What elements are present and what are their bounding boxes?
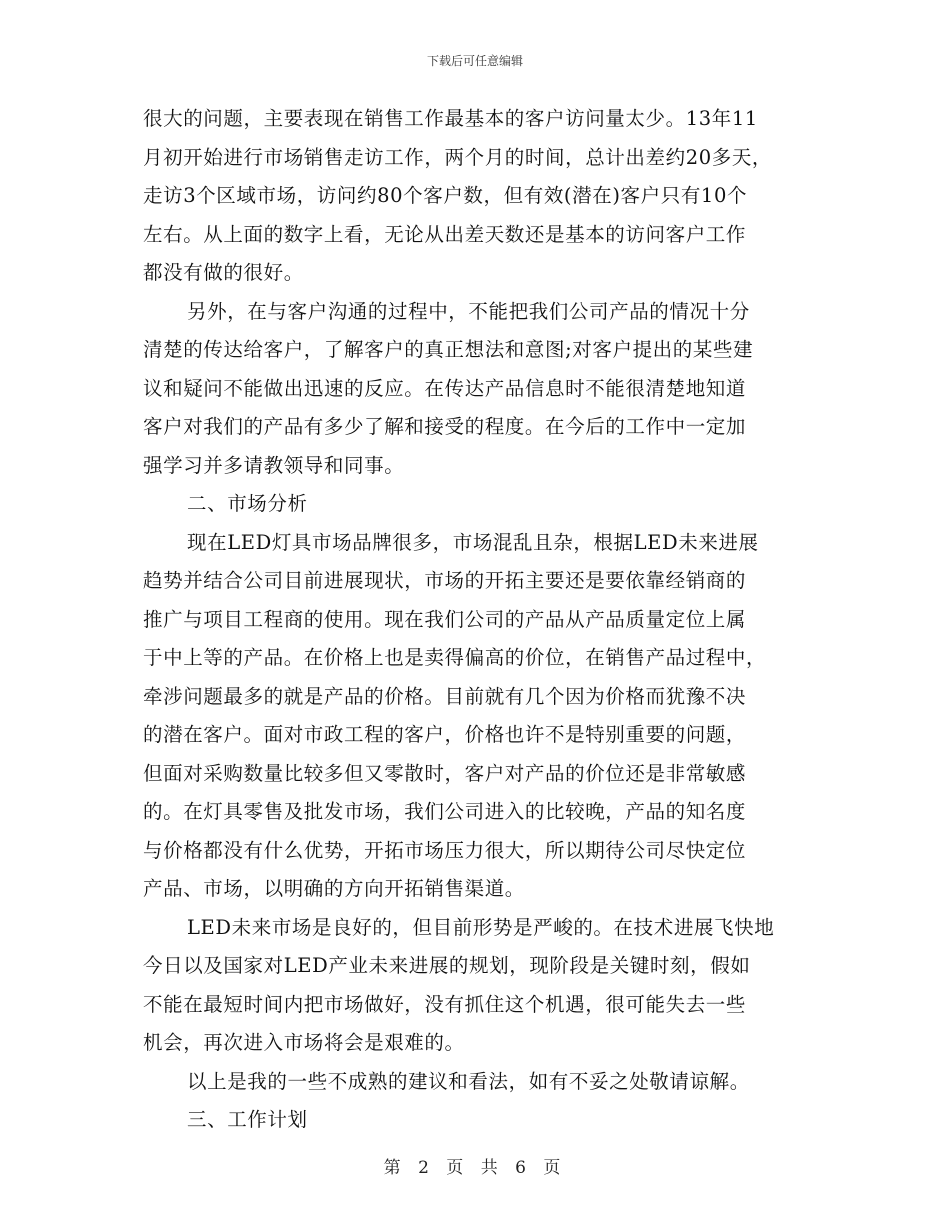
text-line: 产品、市场，以明确的方向开拓销售渠道。 bbox=[143, 877, 525, 900]
text-line: 走访3个区域市场，访问约80个客户数，但有效(潜在)客户只有10个 bbox=[143, 184, 748, 207]
text-line: 以上是我的一些不成熟的建议和看法，如有不妥之处敬请谅解。 bbox=[187, 1069, 750, 1093]
text-line: 月初开始进行市场销售走访工作，两个月的时间，总计出差约20多天， bbox=[143, 145, 773, 169]
text-line: 的潜在客户。面对市政工程的客户，价格也许不是特别重要的问题， bbox=[143, 723, 747, 746]
text-line: LED未来市场是良好的，但目前形势是严峻的。在技术进展飞快地 bbox=[187, 915, 775, 939]
text-line: 客户对我们的产品有多少了解和接受的程度。在今后的工作中一定加 bbox=[143, 415, 747, 438]
text-line: 不能在最短时间内把市场做好，没有抓住这个机遇，很可能失去一些 bbox=[143, 992, 747, 1016]
text-line: 今日以及国家对LED产业未来进展的规划，现阶段是关键时刻，假如 bbox=[143, 954, 751, 977]
paragraph bbox=[143, 909, 815, 1063]
paragraph bbox=[143, 100, 815, 293]
text-line: 强学习并多请教领导和同事。 bbox=[143, 453, 405, 477]
text-line: 趋势并结合公司目前进展现状，市场的开拓主要还是要依靠经销商的 bbox=[143, 569, 747, 592]
text-line: 清楚的传达给客户，了解客户的真正想法和意图;对客户提出的某些建 bbox=[143, 338, 754, 361]
text-line: 但面对采购数量比较多但又零散时，客户对产品的价位还是非常敏感 bbox=[143, 761, 747, 785]
text-line: 议和疑问不能做出迅速的反应。在传达产品信息时不能很清楚地知道 bbox=[143, 376, 747, 400]
text-line: 机会，再次进入市场将会是艰难的。 bbox=[143, 1031, 465, 1054]
text-line: 很大的问题，主要表现在销售工作最基本的客户访问量太少。13年11 bbox=[143, 107, 758, 130]
text-line: 另外，在与客户沟通的过程中，不能把我们公司产品的情况十分 bbox=[187, 299, 750, 323]
paragraph bbox=[143, 293, 815, 486]
section-heading bbox=[143, 1101, 815, 1140]
text-line: 牵涉问题最多的就是产品的价格。目前就有几个因为价格而犹豫不决 bbox=[143, 684, 747, 708]
text-line: 推广与项目工程商的使用。现在我们公司的产品从产品质量定位上属 bbox=[143, 607, 747, 631]
text-line: 于中上等的产品。在价格上也是卖得偏高的价位，在销售产品过程中， bbox=[143, 646, 767, 669]
page-footer: 第 2 页 共 6 页 bbox=[383, 1158, 567, 1178]
text-line: 左右。从上面的数字上看，无论从出差天数还是基本的访问客户工作 bbox=[143, 222, 747, 246]
section-heading-text: 二、市场分析 bbox=[187, 492, 308, 515]
document-body bbox=[143, 100, 815, 1140]
section-heading-text: 三、工作计划 bbox=[187, 1108, 308, 1131]
text-line: 与价格都没有什么优势，开拓市场压力很大，所以期待公司尽快定位 bbox=[143, 838, 747, 862]
text-line: 都没有做的很好。 bbox=[143, 261, 304, 284]
page-header-note: 下载后可任意编辑 bbox=[426, 54, 523, 68]
paragraph bbox=[143, 524, 815, 909]
paragraph bbox=[143, 1063, 815, 1102]
text-line: 的。在灯具零售及批发市场，我们公司进入的比较晚，产品的知名度 bbox=[143, 800, 747, 823]
text-line: 现在LED灯具市场品牌很多，市场混乱且杂，根据LED未来进展 bbox=[187, 530, 759, 554]
section-heading bbox=[143, 485, 815, 524]
